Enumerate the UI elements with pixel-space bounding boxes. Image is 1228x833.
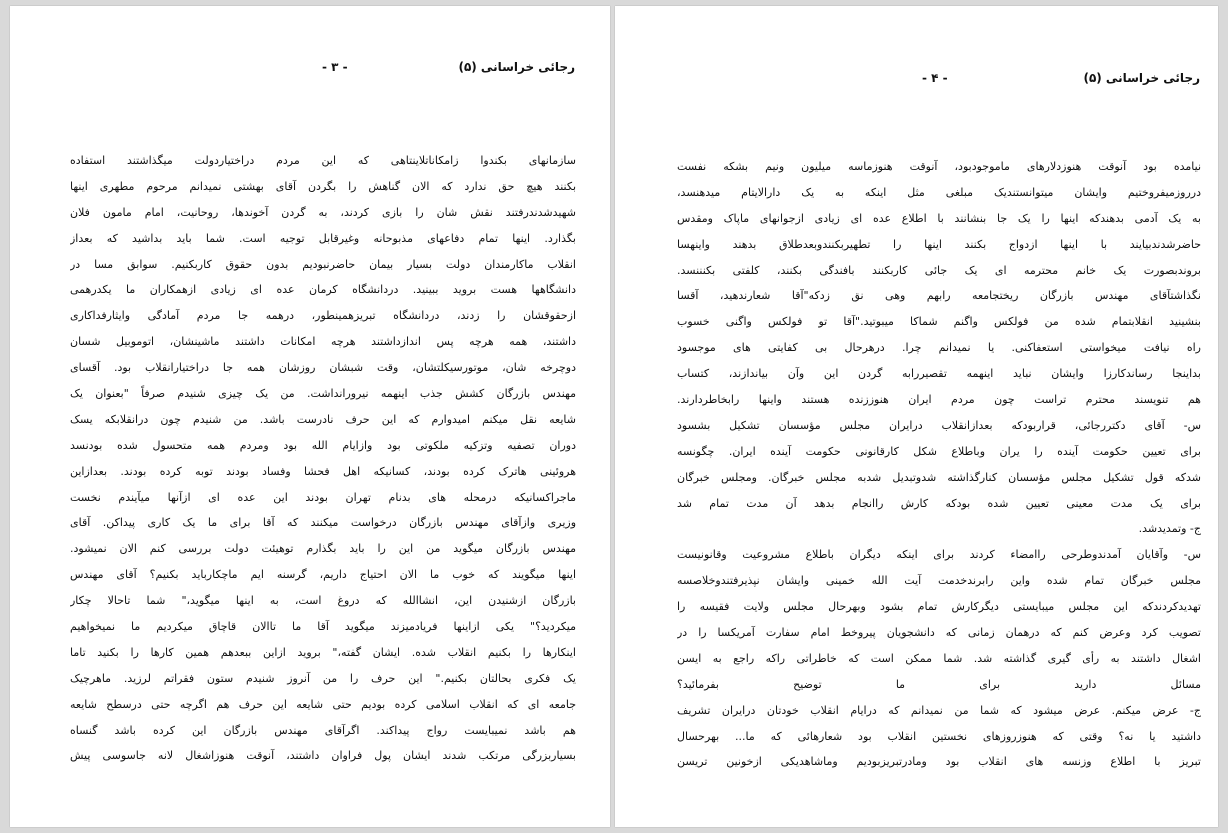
text-line: مجلس خبرگان تمام شده واین رابرندخدمت آیت الله خمینی وایشان نپذیرفتندوخلاصسه [677,574,1201,588]
text-line: ازحقوقشان را زدند، دردانشگاه تبریزهمینطور، درهمه جا مردم آمادگی وایثارفداکاری [70,309,576,323]
text-line: درروزمیفروختیم وایشان میتوانستندیک مبلغی مثل اینکه به یک دارالایتام میدهنسد، [677,185,1201,199]
text-line: تبریز با اطلاع وزنسه های انقلاب بود ومادرتبریزبودیم وماشاهدیکی ازخونین تریسن [677,755,1201,769]
document-page-left [10,6,610,827]
text-line: داشتید یا نه؟ وقتی که هنوزروزهای نخستین انقلاب بود شعارهائی که ما... بهرحسال [677,729,1201,743]
text-line: بروندبصورت یک خانم محترمه ای یک جائی کاربکنند بافندگی بکنند، کلفتی بکنننسد. [677,263,1201,277]
page-number: - ۳ - [322,60,348,74]
page-body-text [677,154,1201,775]
text-line: به یک آدمی بدهندکه اینها را یک جا بنشانند با اطلاع عده ای زیادی ازجوانهای ماپاک ومقدس [677,211,1201,225]
text-line: دوران تصفیه وتزکیه ملکوتی بود وازایام الله بود ومردم همه متحسول شده بودنسد [70,438,576,452]
text-line: سازمانهای بکندوا زامکاناتلاینتاهی که این مردم دراختیاردولت میگذاشتند استفاده [70,154,576,167]
text-line: بگذارد. اینها تمام دفاعهای مذبوحانه وغیرقابل توجیه است. شما باید بداشید که بعداز [70,231,576,245]
text-line: دوچرخه شان، موتورسیکلتشان، وقت شبشان روزشان همه جا دراختیارانقلاب بود. آقسای [70,361,576,375]
text-line: مهندس بازرگان میگوید من این را باید بگذارم توهیئت دولت بررسی کنم الان نمیشود. [70,542,576,556]
text-line: داشتند، همه هرچه پس اندازداشتند هرچه امکانات داشتند ماشینشان، اتوموبیل شسان [70,335,576,349]
text-line: س- وآقایان آمدندوطرحی راامضاء کردند برای اینکه دیگران باطلاع مشروعیت وقانونیست [677,548,1201,562]
text-line: میکردید؟" یکی ازاینها فریادمیزند میگوید آقا ما تاالان قاچاق میکردیم ما نمیخواهیم [70,620,576,634]
text-line: اشغال داشتند به رأی گیری گذاشته شد. شما ممکن است که خاطراتی راکه راجع به ایسن [677,651,1201,665]
page-number: - ۴ - [922,71,948,85]
text-line: مهندس بازرگان کشش جذب اینهمه نیرورانداشت. من یک چیزی شنیدم صرفاً "بعنوان یک [70,387,576,401]
text-line: ج- وتمدیدشد. [1138,522,1201,536]
text-line: تصویب کرد وعرض کنم که درهمان زمانی که دانشجویان پیروخط امام سفارت آمریکسا را در [677,626,1201,640]
text-line: نگذاشتآقای مهندس بازرگان ریختجامعه رابهم وهی نق زدکه"آقا شعارندهید، آقسا [677,289,1201,303]
text-line: اینها میگویند که خوب ما الان احتیاج داریم، گرسنه ایم ماچکارباید بکنیم؟ آقای مهندس [70,568,576,582]
text-line: ماجراکسانیکه درمحله های بدنام تهران بودند این عده ای ازآنها میآیندم نخست [70,490,576,504]
text-line: شایعه نقل میکنم امیدوارم که این حرف نادرست باشد. من شنیدم چون درانقلابکه یسک [70,412,576,426]
text-line: شهیدشدندرفتند نقش شان را بازی کردند، به گردن آخوندها، روحانیت، امام مامون فلان [70,205,576,219]
text-line: دانشگاهها هست بروید ببینید. دردانشگاه کرمان عده ای زیادی ازهمکاران ما یکدرهمی [70,283,576,297]
text-line: بداینجا رساندکارزا وایشان نباید اینهمه تقصیررابه گردن این وآن بیاندازند، کتساب [677,367,1201,381]
text-line: بازرگان ازشنیدن این، انشاالله که دروغ است، به اینها میگوید،" شما تاحالا چکار [70,594,576,608]
text-line: نیامده بود آنوقت هنوزدلارهای ماموجودبود، آنوقت هنوزماسه میلیون ونیم بشکه نفست [677,160,1201,173]
text-line: برای تعیین حکومت آینده را یران وباطلاع شکل کارقانونی حکومت آینده ایران. چگونسه [677,444,1201,458]
text-line: س- آقای دکتررجائی، قراربودکه بعدازانقلاب درایران مجلس مؤسسان تشکیل بشسود [677,418,1201,432]
text-line: هروئینی هاترک کرده بودند، کسانیکه اهل فحشا وفساد بودند توبه کرده بودند. بعدازاین [70,464,576,478]
text-line: حاضرشدندبیایند با اینها ازدواج بکنند اینها را تطهیربکنندوبعدطلاق بدهند واینهسا [677,237,1201,251]
page-body-text [70,148,576,769]
text-line: یک فکری بحالتان بکنیم." این حرف را من آنروز شنیدم ستون فقراتم لرزید. ماهرچیک [70,671,576,685]
text-line: بنشینید انقلابتمام شده من فولکس واگنم شماکا میبوتید."آقا تو فولکس واگنی خسوب [677,315,1201,329]
text-line: بسیاربزرگی مرتکب شدند ایشان پول فراوان داشتند، آنوقت هنوزاشغال لانه جاسوسی پیش [70,749,576,763]
text-line: برای یک مدت معینی تعیین شده بودکه کارش راانجام بدهد آن مدت تمام شد [677,496,1201,510]
text-line: شدکه قول تشکیل مجلس مؤسسان کنارگذاشته شدوتبدیل شدبه مجلس خبرگان. ومجلس خبرگان [677,470,1201,484]
text-line: جامعه ای که انقلاب اسلامی کرده بودیم حتی شایعه این حرف هم اگرچه حتی درسطح شایعه [70,697,576,711]
text-line: راه نیافت میخواستی استعفاکنی. یا نمیدانم چرا. درهرحال بی کفایتی های موجسود [677,341,1201,355]
text-line: ج- عرض میکنم. عرض میشود که شما من نمیدانم که درایام انقلاب خودتان درایران تشریف [677,703,1201,717]
text-line: اینکارها را بکنیم انقلاب شده. ایشان گفته،" بروید ازاین ببعدهم همین کارها را بکنید تاما [70,645,576,659]
text-line: مسائل دارید برای ما توضیح بفرمائید؟ [677,677,1201,691]
text-line: انقلاب ماکارمندان دولت بسیار بیمان حاضرنبودیم بدون حقوق کاربکنیم. سوابق مسا در [70,257,576,271]
page-header-title: رجائی خراسانی (۵) [1083,71,1200,85]
page-header-title: رجائی خراسانی (۵) [458,60,575,74]
text-line: هم تنویسند محترم تراست چون مردم ایران هنوززنده هستند واینها رابخاطردارند. [677,393,1201,407]
text-line: هم باشد نمیبایست رواج پیداکند. اگرآقای مهندس بازرگان این کرده باشد گنساه [70,723,576,737]
document-page-right [615,6,1218,827]
text-line: بکنند هیچ حق ندارد که الان گناهش را بگردن آقای بهشتی نمیدانم مرحوم مطهری اینها [70,179,576,193]
text-line: تهدیدکردندکه این مجلس میبایستی دیگرکارش تمام بشود وبهرحال مجلس ولایت فقیسه را [677,600,1201,614]
text-line: وزیری وازآقای مهندس بازرگان درخواست میکنند که آقا برای ما یک کاری پیداکن. آقای [70,516,576,530]
